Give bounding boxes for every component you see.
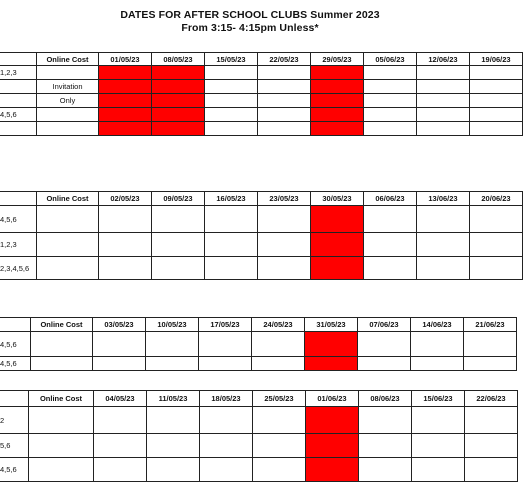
- date-header-cell: 15/06/23: [412, 391, 465, 407]
- date-cell: [252, 357, 305, 371]
- date-cell: [146, 357, 199, 371]
- date-cell: [465, 458, 518, 482]
- date-cell: [358, 332, 411, 357]
- cost-cell: [37, 206, 99, 233]
- date-cell: [152, 206, 205, 233]
- date-cell: [99, 233, 152, 257]
- date-cell: [258, 80, 311, 94]
- table-row: [0, 80, 523, 94]
- cancelled-date-cell: [306, 407, 359, 434]
- table-row: [0, 206, 523, 233]
- date-header-cell: 22/06/23: [465, 391, 518, 407]
- cancelled-date-cell: [152, 122, 205, 136]
- cancelled-date-cell: [311, 206, 364, 233]
- date-header-cell: 24/05/23: [252, 318, 305, 332]
- date-cell: [364, 94, 417, 108]
- date-header-cell: 13/06/23: [417, 192, 470, 206]
- date-cell: [465, 407, 518, 434]
- cost-cell: [37, 66, 99, 80]
- date-header-cell: 16/05/23: [205, 192, 258, 206]
- date-cell: [205, 257, 258, 280]
- date-header-cell: 08/05/23: [152, 53, 205, 66]
- page-subtitle: From 3:15- 4:15pm Unless*: [181, 22, 319, 34]
- cancelled-date-cell: [152, 108, 205, 122]
- date-header-cell: 09/05/23: [152, 192, 205, 206]
- date-cell: [252, 332, 305, 357]
- date-header-cell: 01/05/23: [99, 53, 152, 66]
- date-cell: [205, 94, 258, 108]
- cancelled-date-cell: [305, 332, 358, 357]
- date-cell: [470, 80, 523, 94]
- date-header-cell: 19/06/23: [470, 53, 523, 66]
- cancelled-date-cell: [311, 122, 364, 136]
- date-cell: [417, 66, 470, 80]
- year-group-cell: 4,5,6: [0, 357, 31, 371]
- date-cell: [470, 206, 523, 233]
- cost-header-cell: Online Cost: [37, 192, 99, 206]
- table-header-row: [0, 391, 518, 407]
- schedule-table: [0, 390, 518, 482]
- date-cell: [258, 94, 311, 108]
- date-header-cell: 17/05/23: [199, 318, 252, 332]
- cancelled-date-cell: [311, 66, 364, 80]
- cost-header-cell: Online Cost: [29, 391, 94, 407]
- group-header-cell: [0, 391, 29, 407]
- date-cell: [411, 332, 464, 357]
- date-cell: [417, 257, 470, 280]
- year-group-cell: 1,2,3: [0, 66, 37, 80]
- cancelled-date-cell: [306, 434, 359, 458]
- cost-header-cell: Online Cost: [31, 318, 93, 332]
- cancelled-date-cell: [311, 257, 364, 280]
- table-header-row: [0, 53, 523, 66]
- date-cell: [199, 357, 252, 371]
- year-group-cell: 4,5,6: [0, 108, 37, 122]
- date-cell: [465, 434, 518, 458]
- date-cell: [93, 357, 146, 371]
- date-cell: [412, 434, 465, 458]
- schedule-table: [0, 317, 517, 371]
- date-cell: [258, 206, 311, 233]
- cost-cell: [29, 407, 94, 434]
- table-header-row: [0, 318, 517, 332]
- date-cell: [417, 233, 470, 257]
- date-cell: [358, 357, 411, 371]
- table-row: [0, 434, 518, 458]
- date-cell: [364, 122, 417, 136]
- year-group-cell: [0, 94, 37, 108]
- date-cell: [258, 122, 311, 136]
- year-group-cell: [0, 80, 37, 94]
- cancelled-date-cell: [152, 94, 205, 108]
- cancelled-date-cell: [99, 94, 152, 108]
- table-row: [0, 94, 523, 108]
- date-cell: [412, 407, 465, 434]
- date-header-cell: 08/06/23: [359, 391, 412, 407]
- date-cell: [147, 434, 200, 458]
- table-row: [0, 458, 518, 482]
- date-header-cell: 04/05/23: [94, 391, 147, 407]
- date-header-cell: 06/06/23: [364, 192, 417, 206]
- date-cell: [200, 434, 253, 458]
- date-cell: [464, 332, 517, 357]
- date-header-cell: 23/05/23: [258, 192, 311, 206]
- date-cell: [417, 108, 470, 122]
- cancelled-date-cell: [311, 108, 364, 122]
- date-cell: [253, 434, 306, 458]
- date-header-cell: 01/06/23: [306, 391, 359, 407]
- cancelled-date-cell: [311, 80, 364, 94]
- date-cell: [205, 122, 258, 136]
- schedule-table: [0, 52, 523, 136]
- date-cell: [417, 80, 470, 94]
- date-cell: [93, 332, 146, 357]
- cost-cell: Only: [37, 94, 99, 108]
- date-cell: [411, 357, 464, 371]
- date-cell: [470, 257, 523, 280]
- date-cell: [253, 407, 306, 434]
- year-group-cell: 1,2,3: [0, 233, 37, 257]
- date-cell: [364, 66, 417, 80]
- cancelled-date-cell: [99, 122, 152, 136]
- date-cell: [205, 108, 258, 122]
- date-header-cell: 14/06/23: [411, 318, 464, 332]
- table-row: [0, 407, 518, 434]
- cost-cell: [29, 458, 94, 482]
- date-cell: [417, 94, 470, 108]
- date-header-cell: 05/06/23: [364, 53, 417, 66]
- date-header-cell: 30/05/23: [311, 192, 364, 206]
- year-group-cell: 2,3,4,5,6: [0, 257, 37, 280]
- date-header-cell: 20/06/23: [470, 192, 523, 206]
- date-cell: [364, 80, 417, 94]
- schedule-table: [0, 191, 523, 280]
- date-cell: [364, 233, 417, 257]
- cancelled-date-cell: [311, 233, 364, 257]
- cancelled-date-cell: [306, 458, 359, 482]
- date-cell: [364, 108, 417, 122]
- year-group-cell: [0, 122, 37, 136]
- table-row: [0, 357, 517, 371]
- date-cell: [94, 434, 147, 458]
- cost-cell: [37, 122, 99, 136]
- club-table-3: [0, 317, 505, 372]
- date-cell: [199, 332, 252, 357]
- cancelled-date-cell: [152, 80, 205, 94]
- date-cell: [200, 458, 253, 482]
- table-header-row: [0, 192, 523, 206]
- date-header-cell: 12/06/23: [417, 53, 470, 66]
- cost-cell: [31, 332, 93, 357]
- date-header-cell: 02/05/23: [99, 192, 152, 206]
- date-header-cell: 22/05/23: [258, 53, 311, 66]
- group-header-cell: [0, 192, 37, 206]
- date-cell: [205, 66, 258, 80]
- date-cell: [205, 80, 258, 94]
- date-cell: [146, 332, 199, 357]
- date-cell: [359, 407, 412, 434]
- page-title: DATES FOR AFTER SCHOOL CLUBS Summer 2023: [120, 9, 380, 21]
- table-row: [0, 108, 523, 122]
- date-header-cell: 18/05/23: [200, 391, 253, 407]
- table-row: [0, 122, 523, 136]
- date-cell: [364, 206, 417, 233]
- date-cell: [99, 206, 152, 233]
- date-header-cell: 31/05/23: [305, 318, 358, 332]
- date-cell: [205, 233, 258, 257]
- date-header-cell: 10/05/23: [146, 318, 199, 332]
- date-cell: [253, 458, 306, 482]
- group-header-cell: [0, 318, 31, 332]
- date-cell: [470, 66, 523, 80]
- date-cell: [464, 357, 517, 371]
- club-table-4: [0, 390, 506, 483]
- date-cell: [364, 257, 417, 280]
- date-cell: [258, 108, 311, 122]
- cancelled-date-cell: [305, 357, 358, 371]
- club-table-1: [0, 52, 511, 137]
- date-cell: [147, 407, 200, 434]
- cost-cell: [37, 257, 99, 280]
- date-cell: [152, 233, 205, 257]
- date-header-cell: 07/06/23: [358, 318, 411, 332]
- date-cell: [152, 257, 205, 280]
- table-row: [0, 66, 523, 80]
- date-cell: [470, 94, 523, 108]
- date-cell: [417, 206, 470, 233]
- club-table-2: [0, 191, 511, 281]
- year-group-cell: 2: [0, 407, 29, 434]
- table-row: [0, 332, 517, 357]
- date-cell: [470, 108, 523, 122]
- date-cell: [470, 233, 523, 257]
- date-cell: [359, 434, 412, 458]
- year-group-cell: 4,5,6: [0, 206, 37, 233]
- date-cell: [94, 407, 147, 434]
- cancelled-date-cell: [99, 108, 152, 122]
- date-cell: [94, 458, 147, 482]
- year-group-cell: 4,5,6: [0, 458, 29, 482]
- date-cell: [258, 257, 311, 280]
- date-header-cell: 29/05/23: [311, 53, 364, 66]
- date-header-cell: 21/06/23: [464, 318, 517, 332]
- cost-header-cell: Online Cost: [37, 53, 99, 66]
- table-row: [0, 257, 523, 280]
- cost-cell: Invitation: [37, 80, 99, 94]
- cost-cell: [29, 434, 94, 458]
- date-cell: [99, 257, 152, 280]
- date-cell: [205, 206, 258, 233]
- date-header-cell: 03/05/23: [93, 318, 146, 332]
- date-cell: [258, 233, 311, 257]
- year-group-cell: 4,5,6: [0, 332, 31, 357]
- date-header-cell: 25/05/23: [253, 391, 306, 407]
- date-cell: [412, 458, 465, 482]
- cancelled-date-cell: [311, 94, 364, 108]
- date-header-cell: 11/05/23: [147, 391, 200, 407]
- year-group-cell: 5,6: [0, 434, 29, 458]
- cancelled-date-cell: [152, 66, 205, 80]
- table-row: [0, 233, 523, 257]
- cost-cell: [37, 233, 99, 257]
- date-cell: [200, 407, 253, 434]
- date-cell: [359, 458, 412, 482]
- date-cell: [258, 66, 311, 80]
- cost-cell: [31, 357, 93, 371]
- cancelled-date-cell: [99, 66, 152, 80]
- date-cell: [147, 458, 200, 482]
- group-header-cell: [0, 53, 37, 66]
- date-cell: [470, 122, 523, 136]
- date-cell: [417, 122, 470, 136]
- date-header-cell: 15/05/23: [205, 53, 258, 66]
- cancelled-date-cell: [99, 80, 152, 94]
- cost-cell: [37, 108, 99, 122]
